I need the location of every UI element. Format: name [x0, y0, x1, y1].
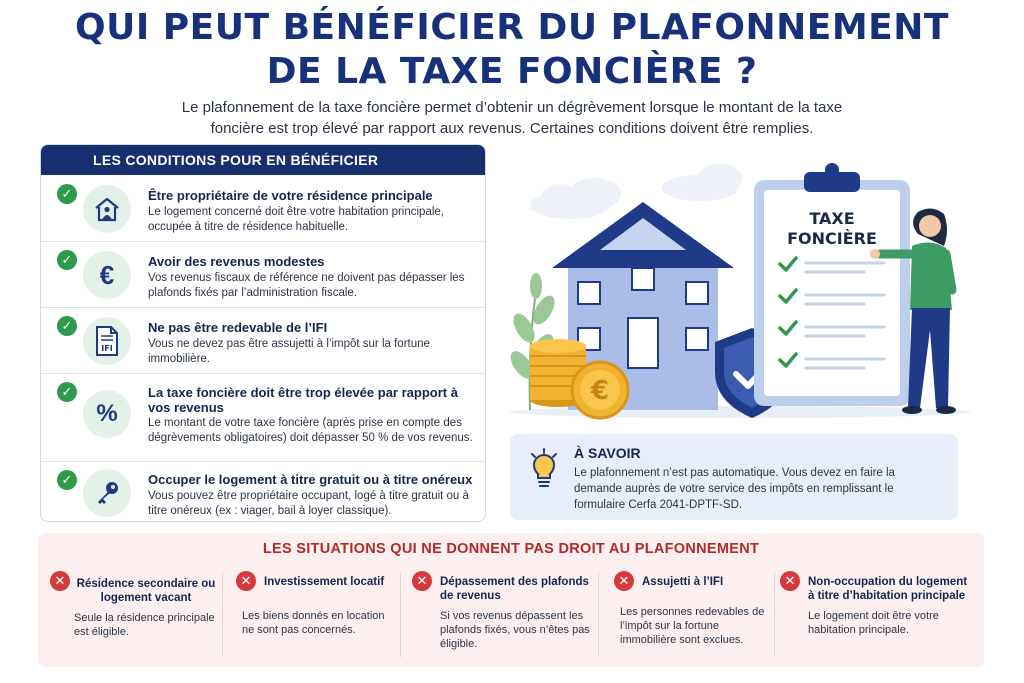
check-icon: ✓: [57, 470, 77, 490]
divider: [222, 573, 223, 657]
conditions-header: LES CONDITIONS POUR EN BÉNÉFICIER: [41, 145, 485, 175]
condition-desc: Le montant de votre taxe foncière (après prise en compte des dégrèvements obligatoires) doit dépasser 50 % de vos revenus.: [148, 417, 473, 444]
cross-icon: ✕: [780, 571, 800, 591]
condition-desc: Vous pouvez être propriétaire occupant, logé à titre gratuit ou à titre onéreux (ex : viager, bail à loyer classique).: [148, 490, 469, 517]
title-line-2: DE LA TAXE FONCIÈRE ?: [266, 51, 758, 92]
exclusion-title: Assujetti à l’IFI: [642, 576, 724, 588]
ifi-document-icon: [83, 317, 131, 365]
condition-desc: Vous ne devez pas être assujetti à l’impôt sur la fortune immobilière.: [148, 338, 430, 365]
cross-icon: ✕: [412, 571, 432, 591]
condition-title: Ne pas être redevable de l’IFI: [148, 320, 328, 335]
divider: [774, 573, 775, 657]
lightbulb-icon: [528, 448, 560, 488]
exclusion-item: [236, 571, 396, 659]
info-box: [510, 434, 958, 520]
exclusion-item: [780, 571, 976, 659]
svg-text:FONCIÈRE: FONCIÈRE: [787, 229, 877, 248]
condition-item: [41, 242, 486, 308]
exclusion-item: [50, 571, 220, 659]
condition-desc: Le logement concerné doit être votre habitation principale, occupée à titre de résidence habituelle.: [148, 206, 444, 233]
divider: [598, 573, 599, 657]
exclusion-desc: Le logement doit être votre habitation principale.: [808, 610, 939, 636]
condition-item: [41, 374, 486, 462]
cross-icon: ✕: [236, 571, 256, 591]
title-line-1: QUI PEUT BÉNÉFICIER DU PLAFONNEMENT: [75, 7, 949, 48]
intro-text: [92, 97, 932, 139]
conditions-panel: [40, 144, 486, 522]
exclusions-panel: [38, 533, 984, 667]
clipboard-icon: [754, 163, 910, 406]
exclusions-header: LES SITUATIONS QUI NE DONNENT PAS DROIT AU PLAFONNEMENT: [262, 541, 760, 557]
key-icon: [83, 469, 131, 517]
exclusion-title: Dépassement des plafonds de revenus: [440, 576, 589, 602]
condition-title: La taxe foncière doit être trop élevée par rapport à vos revenus: [148, 385, 458, 415]
intro-line-2: foncière est trop élevé par rapport aux revenus. Certaines conditions doivent être remplies.: [210, 120, 814, 137]
exclusion-desc: Les personnes redevables de l’impôt sur la fortune immobilière sont exclues.: [620, 606, 765, 646]
condition-item: [41, 176, 486, 242]
page-title: [0, 6, 1024, 94]
exclusion-title: Résidence secondaire ou logement vacant: [76, 578, 216, 604]
house-tax-illustration: [500, 150, 990, 420]
euro-icon: €: [83, 251, 131, 299]
condition-item: [41, 462, 486, 522]
house-person-icon: [83, 185, 131, 233]
intro-line-1: Le plafonnement de la taxe foncière permet d’obtenir un dégrèvement lorsque le montant de la taxe: [181, 99, 843, 116]
condition-item: [41, 308, 486, 374]
exclusion-desc: Seule la résidence principale est éligible.: [74, 612, 215, 638]
svg-text:TAXE: TAXE: [809, 209, 855, 228]
percent-icon: %: [83, 390, 131, 438]
divider: [400, 573, 401, 657]
svg-text:IFI: IFI: [101, 344, 113, 353]
svg-text:€: €: [590, 376, 610, 406]
exclusion-item: [614, 571, 774, 659]
cross-icon: ✕: [50, 571, 70, 591]
exclusion-title: Investissement locatif: [264, 576, 385, 588]
info-text: Le plafonnement n’est pas automatique. Vous devez en faire la demande auprès de votre service des impôts en remplissant le formulaire Cerfa 2041-DPTF-SD.: [574, 467, 895, 511]
check-icon: ✓: [57, 382, 77, 402]
condition-title: Avoir des revenus modestes: [148, 254, 325, 269]
exclusion-desc: Si vos revenus dépassent les plafonds fixés, vous n’êtes pas éligible.: [440, 610, 590, 650]
condition-desc: Vos revenus fiscaux de référence ne doivent pas dépasser les plafonds fixés par l’administration fiscale.: [148, 272, 465, 299]
exclusion-title: Non-occupation du logement à titre d’habitation principale: [808, 576, 968, 602]
condition-title: Occuper le logement à titre gratuit ou à titre onéreux: [148, 472, 473, 487]
check-icon: ✓: [57, 250, 77, 270]
check-icon: ✓: [57, 184, 77, 204]
info-title: À SAVOIR: [574, 445, 641, 461]
condition-title: Être propriétaire de votre résidence principale: [148, 188, 433, 203]
exclusion-desc: Les biens donnés en location ne sont pas concernés.: [242, 610, 385, 636]
exclusion-item: [412, 571, 592, 659]
cross-icon: ✕: [614, 571, 634, 591]
check-icon: ✓: [57, 316, 77, 336]
